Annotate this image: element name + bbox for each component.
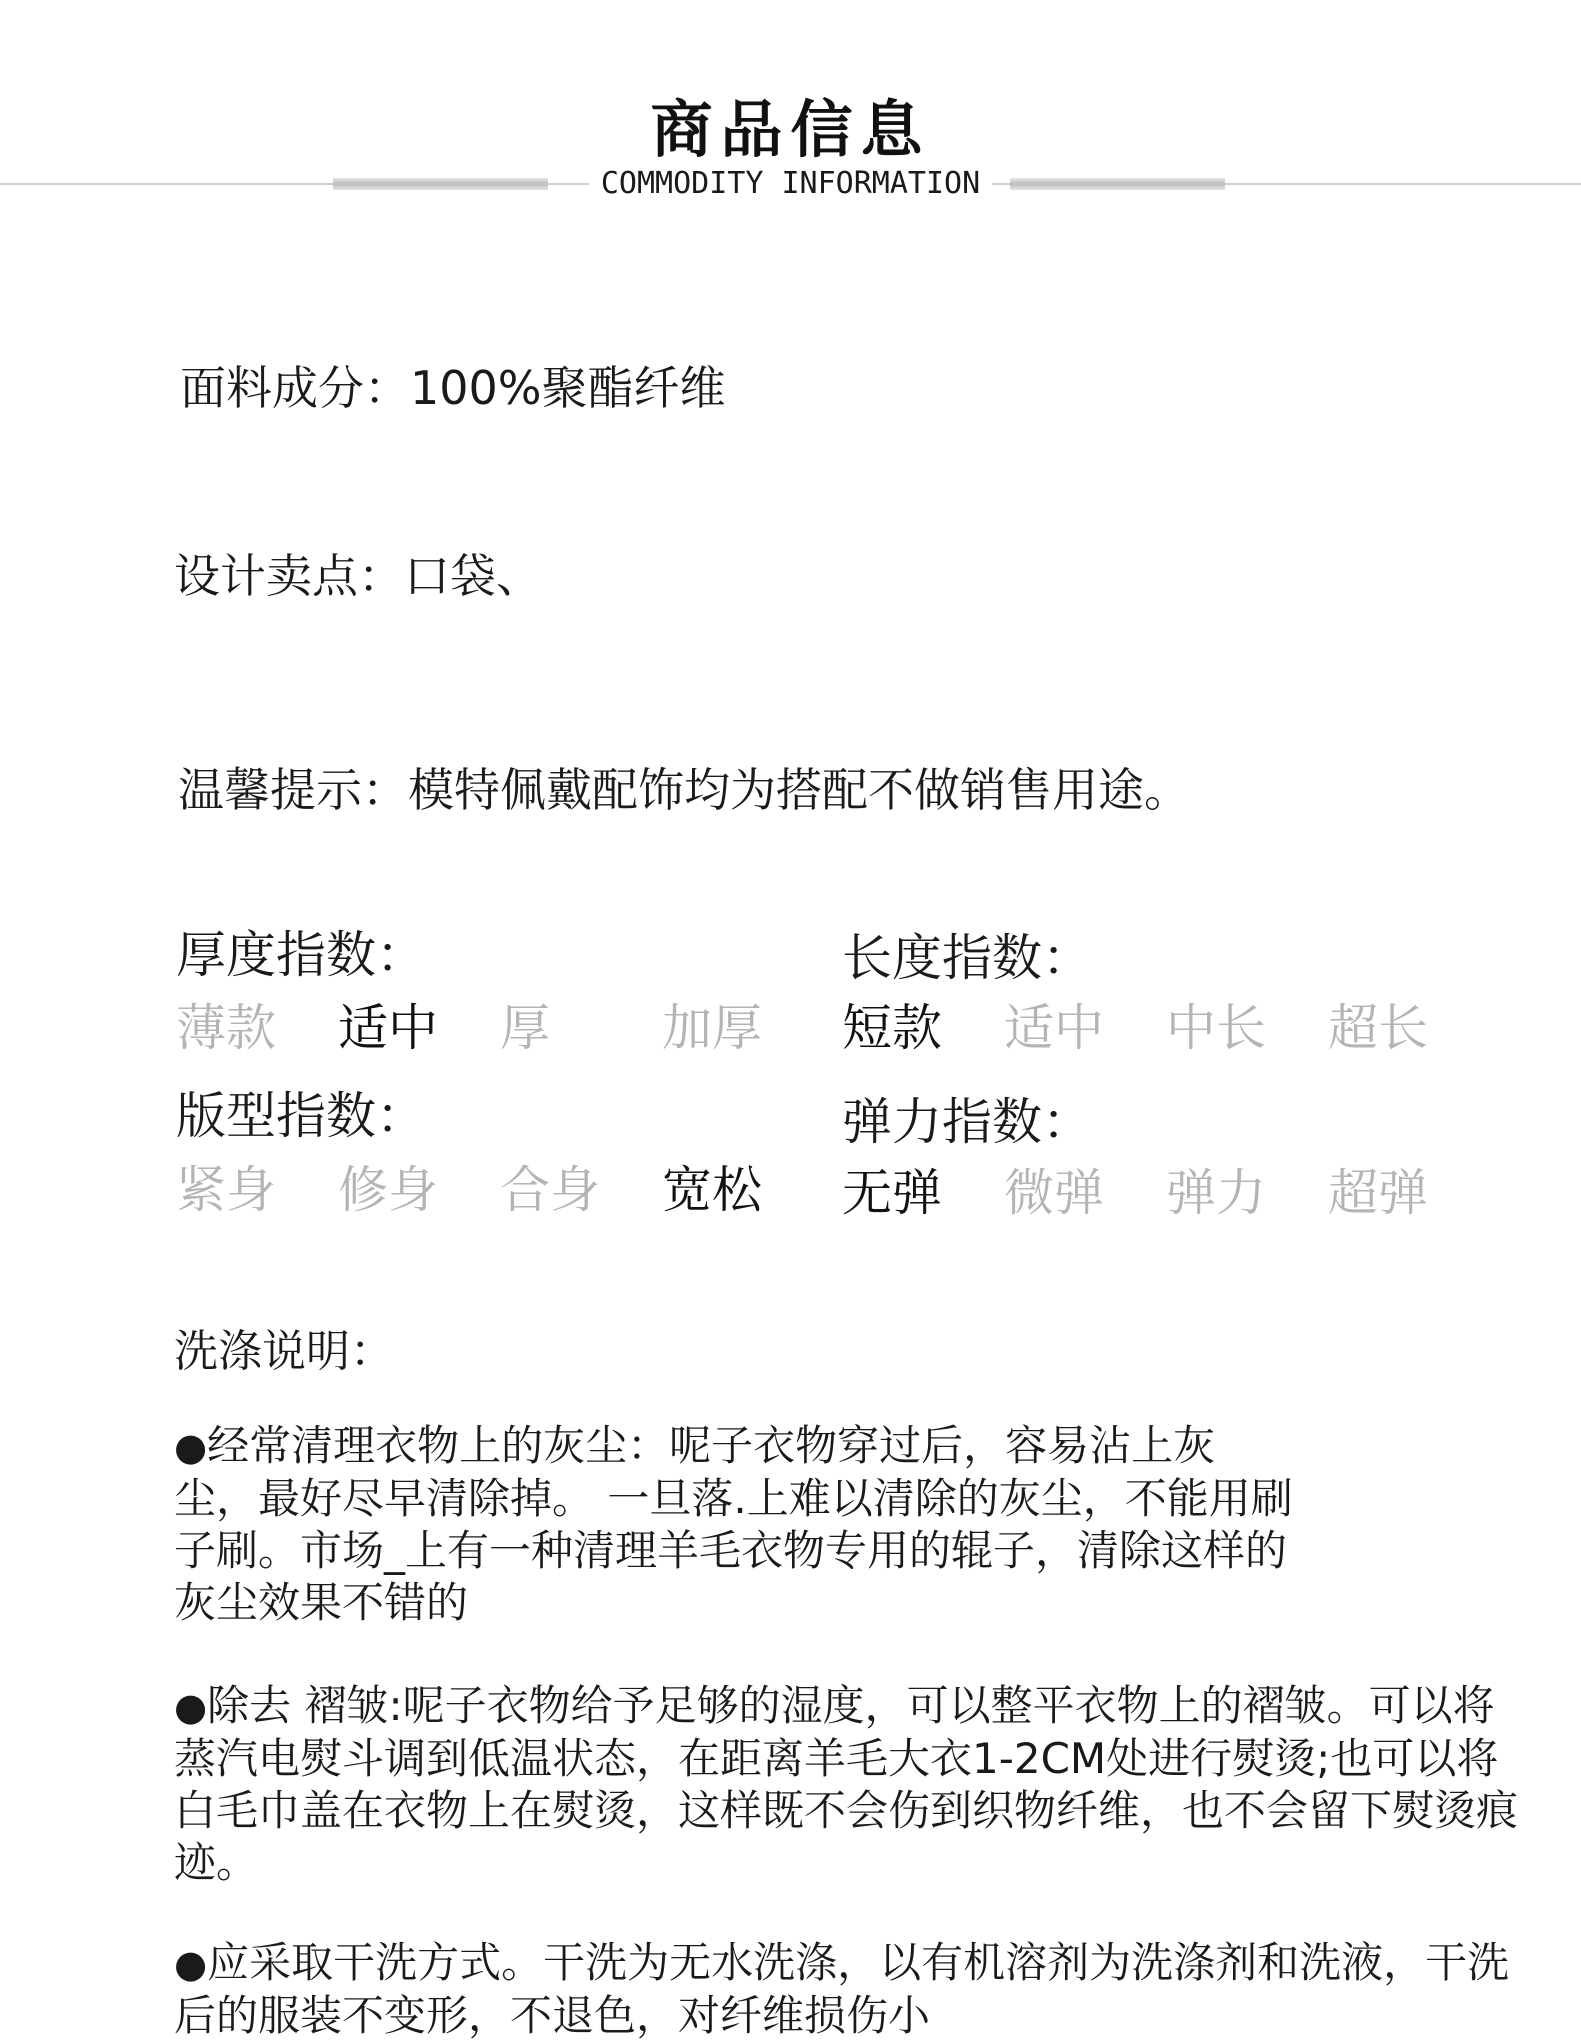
bullet-icon: ● bbox=[174, 1685, 208, 1729]
paragraph-text: 经常清理衣物上的灰尘：呢子衣物穿过后，容易沾上灰尘，最好尽早清除掉。 一旦落.上难以清除的灰尘，不能用刷子刷。市场_上有一种清理羊毛衣物专用的辊子，清除这样的灰尘效果不错的 bbox=[174, 1421, 1293, 1627]
subtitle-text: COMMODITY INFORMATION bbox=[589, 166, 992, 201]
length-option: 适中 bbox=[1004, 999, 1104, 1057]
length-option: 超长 bbox=[1328, 999, 1428, 1057]
length-options bbox=[842, 988, 1490, 1060]
length-index-label: 长度指数： bbox=[842, 929, 1092, 987]
thickness-option: 加厚 bbox=[662, 999, 762, 1057]
fit-index-label: 版型指数： bbox=[176, 1087, 426, 1145]
elasticity-option: 无弹 bbox=[842, 1164, 942, 1222]
page-title: 商品信息 bbox=[650, 93, 931, 166]
fit-option: 修身 bbox=[338, 1161, 438, 1219]
bullet-icon: ● bbox=[174, 1942, 208, 1986]
washing-paragraph bbox=[174, 1680, 1534, 1889]
fit-options bbox=[176, 1150, 824, 1222]
elasticity-index-label: 弹力指数： bbox=[842, 1093, 1092, 1151]
fit-option: 宽松 bbox=[662, 1161, 762, 1219]
length-option: 短款 bbox=[842, 999, 942, 1057]
thickness-options bbox=[176, 988, 824, 1060]
elasticity-option: 超弹 bbox=[1328, 1164, 1428, 1222]
washing-instructions-title: 洗涤说明： bbox=[174, 1326, 394, 1377]
elasticity-option: 弹力 bbox=[1166, 1164, 1266, 1222]
fabric-composition: 面料成分：100%聚酯纤维 bbox=[180, 361, 726, 415]
paragraph-text: 应采取干洗方式。干洗为无水洗涤，以有机溶剂为洗涤剂和洗液，干洗后的服装不变形，不退色，对纤维损伤小 bbox=[174, 1938, 1510, 2040]
thickness-option: 厚 bbox=[500, 999, 550, 1057]
thickness-index-label: 厚度指数： bbox=[176, 926, 426, 984]
fit-option: 紧身 bbox=[176, 1161, 276, 1219]
elasticity-option: 微弹 bbox=[1004, 1164, 1104, 1222]
elasticity-options bbox=[842, 1153, 1490, 1225]
fit-option: 合身 bbox=[500, 1161, 600, 1219]
page-subtitle bbox=[0, 166, 1581, 201]
washing-paragraph bbox=[174, 1420, 1294, 1629]
length-option: 中长 bbox=[1166, 999, 1266, 1057]
paragraph-text: 除去 褶皱:呢子衣物给予足够的湿度，可以整平衣物上的褶皱。可以将蒸汽电熨斗调到低温状态，在距离羊毛大衣1-2CM处进行熨烫;也可以将白毛巾盖在衣物上在熨烫，这样既不会伤到织物纤维，也不会留下熨烫痕迹。 bbox=[174, 1681, 1519, 1887]
bullet-icon: ● bbox=[174, 1425, 208, 1469]
washing-paragraph bbox=[174, 1937, 1534, 2042]
design-selling-point: 设计卖点：口袋、 bbox=[174, 549, 542, 603]
friendly-tip: 温馨提示：模特佩戴配饰均为搭配不做销售用途。 bbox=[178, 763, 1190, 817]
thickness-option: 薄款 bbox=[176, 999, 276, 1057]
thickness-option: 适中 bbox=[338, 999, 438, 1057]
